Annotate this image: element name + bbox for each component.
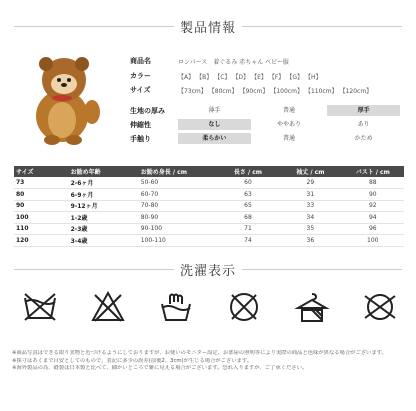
divider: [242, 269, 402, 270]
table-cell: 70-80: [139, 200, 217, 212]
table-row: [14, 212, 404, 224]
column-header: お勧め年齢: [69, 166, 139, 177]
size-option[interactable]: 【100cm】: [270, 87, 303, 95]
table-cell: 1-2歳: [69, 212, 139, 224]
texture-row-thickness: [130, 104, 402, 117]
table-cell: 110: [14, 223, 69, 235]
no-dry-clean-icon: [362, 290, 398, 324]
wash-icons: [22, 290, 398, 324]
table-cell: 94: [342, 212, 404, 224]
hang-dry-shade-icon: [294, 290, 330, 324]
texture-option: かため: [354, 135, 373, 142]
column-header: お勧め身長 / cm: [139, 166, 217, 177]
table-row: [14, 223, 404, 235]
table-cell: 73: [14, 177, 69, 189]
table-header-row: [14, 166, 404, 177]
washing-title: 洗濯表示: [179, 264, 236, 279]
table-cell: 88: [342, 177, 404, 189]
table-row: [14, 177, 404, 189]
product-image: [22, 54, 122, 146]
table-cell: 6-9ヶ月: [69, 189, 139, 201]
table-row: [14, 200, 404, 212]
column-header: 袖丈 / cm: [279, 166, 341, 177]
color-option[interactable]: 【B】: [196, 73, 213, 81]
table-cell: 100: [342, 235, 404, 247]
table-cell: 90-100: [139, 223, 217, 235]
table-cell: 9-12ヶ月: [69, 200, 139, 212]
column-header: バスト / cm: [342, 166, 404, 177]
table-cell: 35: [279, 223, 341, 235]
no-bleach-icon: [22, 290, 58, 324]
spec-label: カラー: [130, 72, 151, 80]
notes: [12, 350, 408, 373]
no-chlorine-bleach-icon: [90, 290, 126, 324]
table-cell: 96: [342, 223, 404, 235]
size-option[interactable]: 【73cm】: [178, 87, 207, 95]
spec-label: 商品名: [130, 57, 151, 65]
table-cell: 36: [279, 235, 341, 247]
texture-option: 普通: [283, 107, 296, 114]
table-cell: 74: [217, 235, 279, 247]
texture-row-feel: [130, 132, 402, 145]
texture-option-selected: なし: [178, 119, 251, 130]
size-option[interactable]: 【120cm】: [339, 87, 373, 95]
texture-option: 普通: [283, 135, 296, 142]
table-cell: 65: [217, 200, 279, 212]
table-cell: 2-3歳: [69, 223, 139, 235]
table-cell: 80: [14, 189, 69, 201]
size-option[interactable]: 【110cm】: [304, 87, 338, 95]
table-cell: 92: [342, 200, 404, 212]
texture-option: 薄手: [208, 107, 221, 114]
color-option[interactable]: 【C】: [214, 73, 231, 81]
color-option[interactable]: 【G】: [286, 73, 303, 81]
table-cell: 90: [342, 189, 404, 201]
size-table: [14, 166, 404, 247]
note-line: ※海外製品の為、縫製は日本製と比べて、細かいところで雑に見える場合がございます。恐れ入りますが、ご了承ください。: [12, 365, 308, 372]
spec-row-name: [130, 56, 289, 66]
table-cell: 33: [279, 200, 341, 212]
table-cell: 3-4歳: [69, 235, 139, 247]
table-cell: 60: [217, 177, 279, 189]
size-option[interactable]: 【90cm】: [239, 87, 269, 95]
table-cell: 68: [217, 212, 279, 224]
product-info-title: 製品情報: [179, 21, 236, 36]
hand-wash-icon: [158, 290, 194, 324]
table-cell: 34: [279, 212, 341, 224]
texture-row-stretch: [130, 118, 402, 131]
column-header: サイズ: [14, 166, 69, 177]
table-cell: 120: [14, 235, 69, 247]
divider: [242, 26, 402, 27]
column-header: 長さ / cm: [217, 166, 279, 177]
table-cell: 71: [217, 223, 279, 235]
table-cell: 63: [217, 189, 279, 201]
texture-option: ややあり: [277, 121, 302, 128]
texture-option: あり: [357, 121, 370, 128]
table-cell: 29: [279, 177, 341, 189]
spec-row-color: [130, 71, 321, 81]
color-option[interactable]: 【A】: [178, 73, 195, 81]
spec-value: ロンパース 着ぐるみ 赤ちゃん ベビー服: [178, 58, 289, 66]
note-line: ※商品写真はできる限り実物と近づけるようにしておりますが、お使いのモニター設定、お部屋の照明等により実際の商品と色味が異なる場合がございます。: [12, 350, 387, 356]
table-cell: 90: [14, 200, 69, 212]
table-cell: 50-60: [139, 177, 217, 189]
table-cell: 80-90: [139, 212, 217, 224]
texture-label: 伸縮性: [130, 120, 151, 129]
color-option[interactable]: 【E】: [251, 73, 267, 81]
color-option[interactable]: 【F】: [268, 73, 285, 81]
texture-option-selected: 厚手: [327, 105, 400, 116]
table-cell: 2-6ヶ月: [69, 177, 139, 189]
texture-label: 手触り: [130, 134, 151, 143]
table-cell: 100: [14, 212, 69, 224]
spec-label: サイズ: [130, 86, 151, 94]
table-cell: 60-70: [139, 189, 217, 201]
texture-label: 生地の厚み: [130, 106, 165, 115]
color-option[interactable]: 【D】: [232, 73, 250, 81]
table-row: [14, 235, 404, 247]
texture-matrix: [130, 104, 402, 146]
texture-option-selected: 柔らかい: [178, 133, 251, 144]
table-cell: 100-110: [139, 235, 217, 247]
table-row: [14, 189, 404, 201]
size-option[interactable]: 【80cm】: [208, 87, 238, 95]
table-cell: 31: [279, 189, 341, 201]
no-tumble-dry-icon: [226, 290, 262, 324]
color-option[interactable]: 【H】: [304, 73, 322, 81]
spec-row-size: [130, 85, 372, 95]
note-line: ※採寸はあくまで目安としてのもので、表記に多少の誤差(前後2、3cm)が生じる場合がございます。: [12, 357, 253, 364]
